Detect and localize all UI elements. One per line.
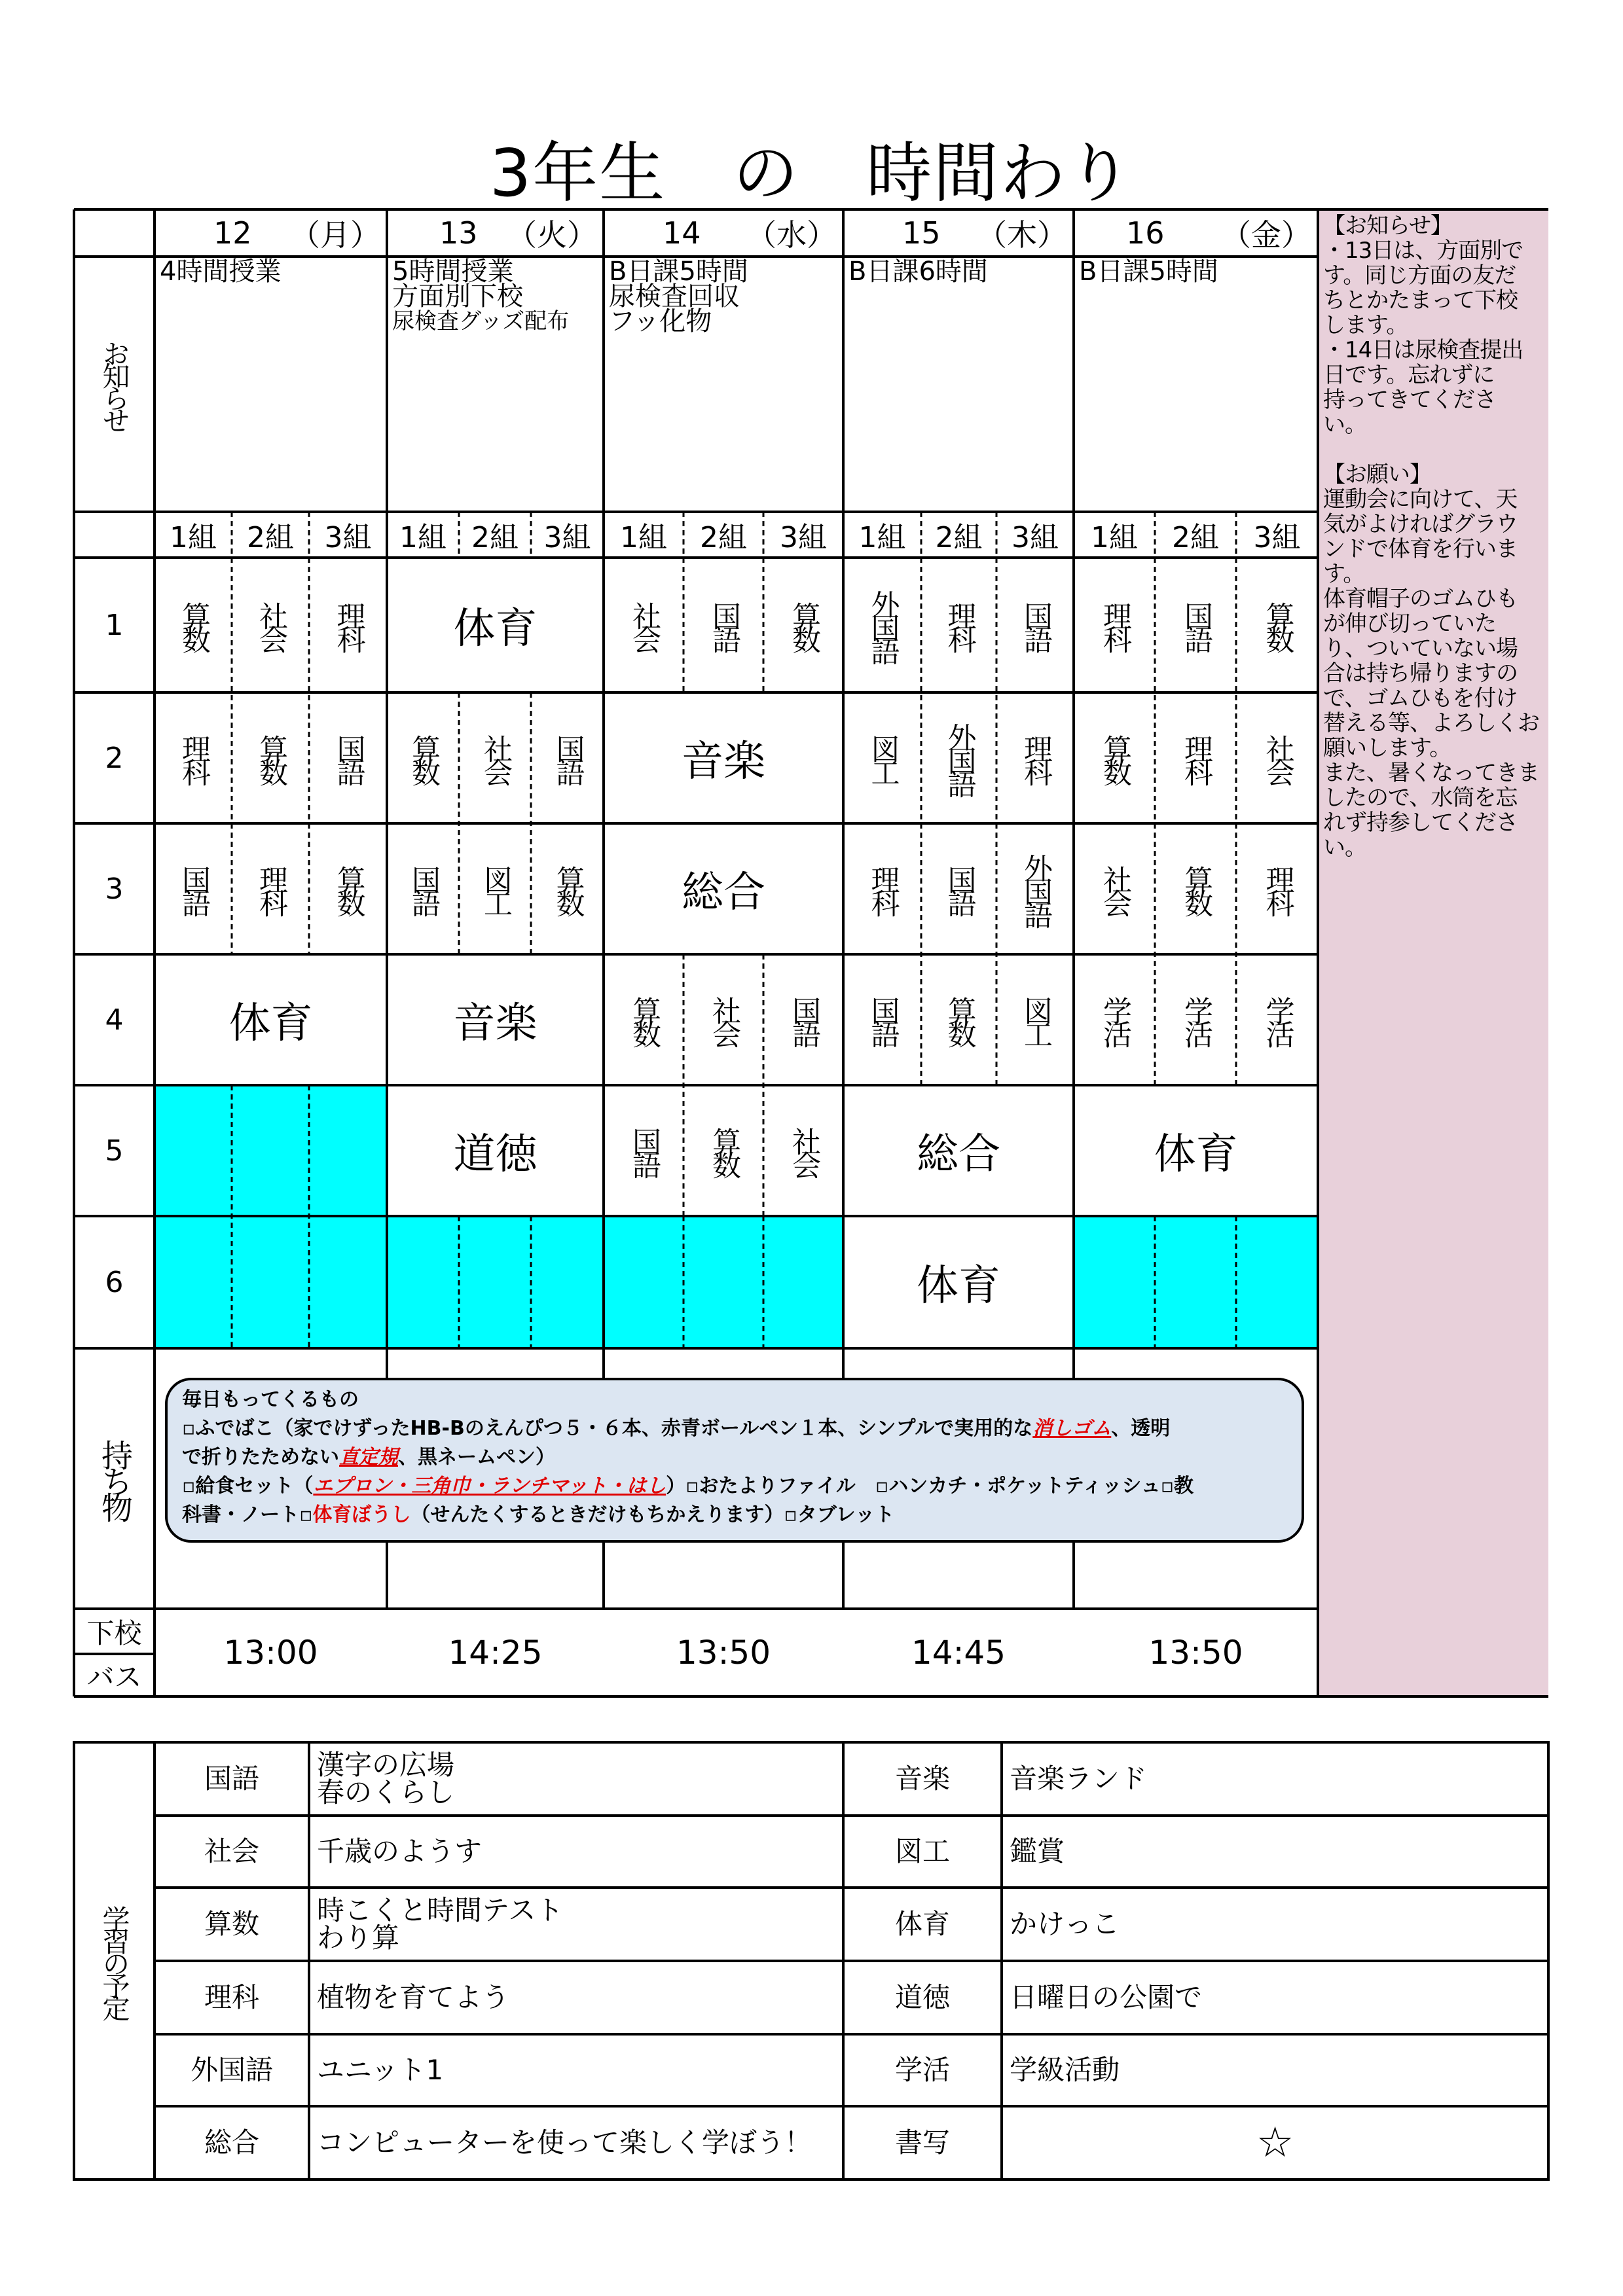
- plan-content-line: ユニット1: [317, 2054, 444, 2086]
- sidebar-line: したので、水筒を忘: [1323, 785, 1518, 811]
- period-number: 6: [105, 1265, 124, 1299]
- period-number: 5: [105, 1134, 124, 1168]
- sidebar-line: い。: [1323, 834, 1366, 861]
- plan-content: 音楽ランド: [1010, 1763, 1148, 1795]
- sidebar-line: い。: [1323, 412, 1366, 438]
- plan-subject: 学活: [894, 2054, 950, 2086]
- sidebar-line: 日です。忘れずに: [1323, 362, 1495, 388]
- subject-cell: 理科: [1260, 865, 1294, 912]
- subject-cell: 社会: [254, 601, 287, 649]
- sidebar-line: 【お願い】: [1323, 461, 1431, 488]
- sidebar-line: ちとかたまって下校: [1323, 287, 1518, 314]
- day-dow: （金）: [1221, 217, 1311, 253]
- day-date: 16: [1126, 215, 1165, 251]
- subject-cell: 国語: [1019, 601, 1052, 649]
- class-header-fri-2: 2組: [1172, 521, 1219, 554]
- subject-cell: 外国語: [1019, 853, 1052, 924]
- plan-subject: 体育: [894, 1908, 950, 1940]
- day-date: 14: [663, 215, 701, 251]
- day-dow: （水）: [746, 217, 837, 253]
- notice-row-label: お知らせ: [98, 340, 131, 429]
- sidebar-line: ンドで体育を行いま: [1323, 536, 1518, 562]
- subject-cell: 理科: [1179, 734, 1213, 781]
- sidebar-line: 運動会に向けて、天: [1323, 486, 1518, 512]
- class-header-wed-2: 2組: [700, 521, 747, 554]
- subject-cell: 算数: [787, 601, 820, 649]
- bus-time-tue: 14:25: [448, 1634, 543, 1672]
- subject-cell: 社会: [707, 996, 740, 1043]
- subject-cell: 算数: [1179, 865, 1213, 912]
- plan-subject: 図工: [894, 1835, 950, 1867]
- class-header-fri-1: 1組: [1091, 521, 1138, 554]
- plan-subject: 国語: [204, 1763, 259, 1795]
- day-note-mon: 4時間授業: [160, 257, 282, 287]
- plan-content: 日曜日の公園で: [1010, 1981, 1203, 2013]
- subject-cell-merged: 音楽: [682, 738, 765, 786]
- day-date: 15: [902, 215, 941, 251]
- subject-cell: 国語: [942, 865, 976, 912]
- class-header-thu-2: 2組: [935, 521, 983, 554]
- subject-cell: 算数: [942, 996, 976, 1043]
- plan-content-line: 春のくらし: [317, 1776, 455, 1808]
- plan-subject: 総合: [204, 2126, 259, 2159]
- subject-cell: 外国語: [866, 590, 900, 660]
- subject-cell-merged: 体育: [917, 1262, 1000, 1310]
- plan-content: [317, 1742, 838, 1816]
- plan-content: [317, 2034, 838, 2106]
- subject-cell: 学活: [1179, 996, 1213, 1043]
- plan-content: 学級活動: [1010, 2054, 1120, 2086]
- sidebar-line: 願いします。: [1323, 735, 1451, 761]
- class-header-thu-1: 1組: [858, 521, 906, 554]
- subject-cell-merged: 道徳: [453, 1130, 538, 1179]
- subject-cell: 学活: [1260, 996, 1294, 1043]
- subject-cell: 国語: [707, 601, 740, 649]
- sidebar-line: す。同じ方面の友だ: [1323, 262, 1516, 289]
- belongings-label: 持ち物: [96, 1439, 133, 1518]
- plan-content: ☆: [1256, 2119, 1294, 2167]
- day-note-thu: B日課6時間: [848, 257, 988, 287]
- sidebar-line: 持ってきてくださ: [1323, 387, 1496, 413]
- sidebar-line: 合は持ち帰りますの: [1323, 660, 1518, 687]
- belongings-line-2: で折りたためない直定規、黒ネームペン）: [182, 1446, 555, 1469]
- bus-label: バス: [86, 1660, 142, 1693]
- subject-cell: 国語: [551, 734, 585, 781]
- plan-content: [317, 1961, 838, 2034]
- plan-content-line: 千歳のようす: [317, 1835, 483, 1867]
- plan-subject: 外国語: [190, 2054, 273, 2086]
- subject-cell-merged: 総合: [682, 869, 765, 917]
- plan-content: 鑑賞: [1010, 1835, 1065, 1867]
- sidebar-line: します。: [1323, 312, 1408, 338]
- subject-cell: 社会: [1260, 734, 1294, 781]
- plan-content-line: コンピューターを使って楽しく学ぼう！: [317, 2126, 812, 2159]
- page-title: 3年生 の 時間わり: [489, 135, 1134, 211]
- class-header-wed-3: 3組: [780, 521, 827, 554]
- subject-cell: 国語: [331, 734, 365, 781]
- day-dow: （木）: [977, 217, 1067, 253]
- subject-cell: 図工: [479, 865, 512, 912]
- period-number: 1: [105, 608, 124, 642]
- class-header-mon-3: 3組: [324, 521, 372, 554]
- period-number: 4: [105, 1003, 124, 1037]
- subject-cell: 社会: [479, 734, 512, 781]
- dismissal-label: 下校: [86, 1617, 142, 1649]
- subject-cell: 国語: [866, 996, 900, 1043]
- subject-cell: 理科: [254, 865, 287, 912]
- bus-time-thu: 14:45: [911, 1634, 1006, 1672]
- subject-cell-merged: 総合: [917, 1130, 1000, 1179]
- belongings-line-4: 科書・ノート▫体育ぼうし（せんたくするときだけもちかえります）▫タブレット: [182, 1503, 895, 1526]
- subject-cell: 図工: [866, 734, 900, 781]
- sidebar-line: ・14日は尿検査提出: [1323, 337, 1523, 363]
- day-date: 12: [213, 215, 252, 251]
- subject-cell: 理科: [331, 601, 365, 649]
- plan-content: [317, 2106, 838, 2179]
- subject-cell: 算数: [407, 734, 440, 781]
- plan-subject: 書写: [894, 2126, 950, 2159]
- class-header-wed-1: 1組: [620, 521, 667, 554]
- sidebar-line: 体育帽子のゴムひも: [1323, 586, 1518, 612]
- plan-content-line: 漢字の広場: [317, 1749, 455, 1781]
- subject-cell: 理科: [942, 601, 976, 649]
- sidebar-line: り、ついていない場: [1323, 636, 1518, 662]
- class-header-fri-3: 3組: [1253, 521, 1301, 554]
- day-date: 13: [439, 215, 478, 251]
- belongings-heading: 毎日もってくるもの: [182, 1388, 359, 1411]
- plan-subject: 理科: [204, 1981, 259, 2013]
- subject-cell: 国語: [407, 865, 440, 912]
- class-header-tue-3: 3組: [543, 521, 591, 554]
- subject-cell: 図工: [1019, 996, 1052, 1043]
- subject-cell: 理科: [1019, 734, 1052, 781]
- subject-cell: 国語: [627, 1127, 661, 1174]
- subject-cell: 算数: [331, 865, 365, 912]
- sidebar-line: 【お知らせ】: [1323, 213, 1452, 239]
- plan-content-line: 植物を育てよう: [317, 1981, 510, 2013]
- subject-cell-merged: 体育: [228, 999, 313, 1048]
- sidebar-line: 替える等、よろしくお: [1323, 710, 1539, 736]
- subject-cell: 理科: [1098, 601, 1131, 649]
- subject-cell-merged: 音楽: [453, 999, 538, 1048]
- subject-cell-merged: 体育: [1154, 1130, 1238, 1179]
- subject-cell: 算数: [254, 734, 287, 781]
- subject-cell: 算数: [177, 601, 210, 649]
- day-note-fri: B日課5時間: [1079, 257, 1218, 287]
- plan-content-line: 時こくと時間テスト: [317, 1894, 564, 1926]
- plan-subject: 算数: [204, 1908, 259, 1940]
- subject-cell: 社会: [787, 1127, 820, 1174]
- subject-cell: 学活: [1098, 996, 1131, 1043]
- plan-content: [317, 1816, 838, 1888]
- day-dow: （火）: [507, 217, 597, 253]
- sidebar-line: す。: [1323, 561, 1365, 587]
- subject-cell: 国語: [787, 996, 820, 1043]
- plan-subject: 音楽: [894, 1763, 950, 1795]
- subject-cell: 理科: [866, 865, 900, 912]
- sidebar-line: また、暑くなってきま: [1323, 760, 1539, 786]
- subject-cell: 社会: [1098, 865, 1131, 912]
- sidebar-line: で、ゴムひもを付け: [1323, 685, 1518, 711]
- class-header-tue-1: 1組: [399, 521, 447, 554]
- bus-time-wed: 13:50: [676, 1634, 771, 1672]
- plan-content: [317, 1888, 838, 1961]
- class-header-tue-2: 2組: [471, 521, 519, 554]
- sidebar-line: 気がよければグラウ: [1323, 511, 1518, 537]
- subject-cell: 算数: [627, 996, 661, 1043]
- bus-time-mon: 13:00: [223, 1634, 318, 1672]
- class-header-mon-2: 2組: [247, 521, 294, 554]
- plan-content: かけっこ: [1010, 1908, 1120, 1940]
- day-dow: （月）: [290, 217, 380, 253]
- subject-cell: 算数: [1260, 601, 1294, 649]
- subject-cell: 国語: [1179, 601, 1213, 649]
- plan-label: 学習の予定: [98, 1905, 131, 2017]
- class-header-thu-3: 3組: [1012, 521, 1059, 554]
- sidebar-line: が伸び切っていた: [1323, 611, 1496, 637]
- sidebar-line: れず持参してくださ: [1323, 810, 1518, 836]
- class-header-mon-1: 1組: [170, 521, 217, 554]
- plan-subject: 社会: [204, 1835, 259, 1867]
- plan-content-line: わり算: [317, 1922, 400, 1954]
- subject-cell: 国語: [177, 865, 210, 912]
- subject-cell: 社会: [627, 601, 661, 649]
- subject-cell: 算数: [707, 1127, 740, 1174]
- subject-cell: 外国語: [942, 723, 976, 793]
- subject-cell: 理科: [177, 734, 210, 781]
- day-note-wed: B日課5時間 尿検査回収 フッ化物: [609, 257, 748, 336]
- subject-cell: 算数: [551, 865, 585, 912]
- period-number: 3: [105, 872, 124, 906]
- bus-time-fri: 13:50: [1148, 1634, 1243, 1672]
- subject-cell: 算数: [1098, 734, 1131, 781]
- belongings-line-1: ▫ふでばこ（家でけずったHB-Bのえんぴつ５・６本、赤青ボールペン１本、シンプルで実用的な消しゴム、透明: [182, 1417, 1171, 1440]
- day-note-tue: 5時間授業 方面別下校 尿検査グッズ配布: [392, 257, 570, 334]
- period-number: 2: [105, 741, 124, 775]
- plan-subject: 道徳: [894, 1981, 950, 2013]
- belongings-line-3: ▫給食セット（エプロン・三角巾・ランチマット・はし）▫おたよりファイル ▫ハンカチ・ポケットティッシュ▫教: [182, 1475, 1194, 1498]
- subject-cell-merged: 体育: [453, 605, 538, 653]
- sidebar-line: ・13日は、方面別で: [1323, 238, 1523, 264]
